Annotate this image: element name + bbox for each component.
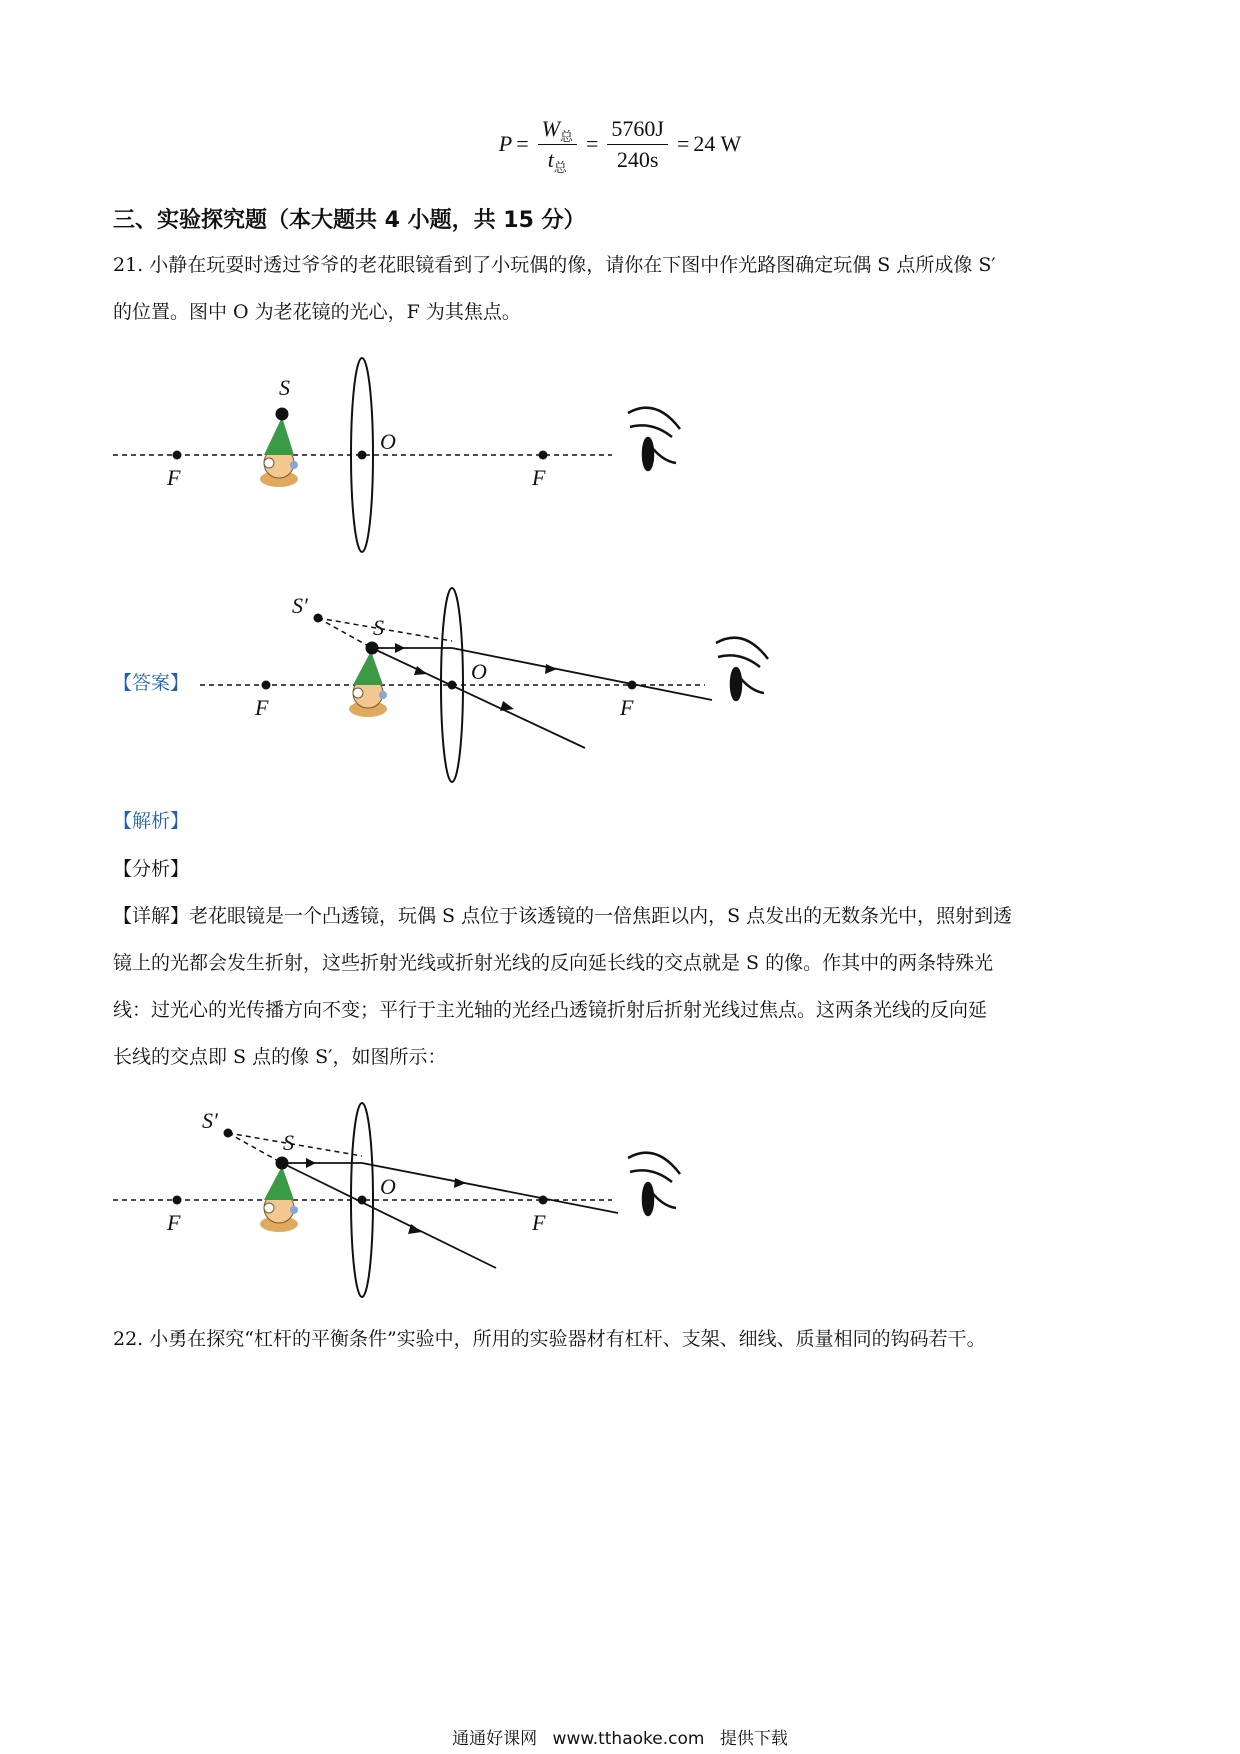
q21-line1: 21. 小静在玩耍时透过爷爷的老花眼镜看到了小玩偶的像，请你在下图中作光路图确定玩偶 S 点所成像 S′ xyxy=(113,254,996,276)
fraction-work-time: $\frac{W_总}{t_总}$ xyxy=(538,116,577,173)
label-s: S xyxy=(373,615,384,640)
eye-icon xyxy=(628,408,680,470)
fenxi-tag: 【分析】 xyxy=(113,858,190,880)
point-s-prime xyxy=(314,614,323,623)
optical-center xyxy=(358,451,367,460)
q21-text xyxy=(113,242,1133,336)
fraction-values: $\frac{5760J}{240s}$ xyxy=(607,116,668,173)
back-extension-ray-2 xyxy=(228,1133,362,1156)
label-f-left: F xyxy=(167,1210,181,1235)
footer-url[interactable]: www.tthaoke.com xyxy=(552,1729,705,1749)
footer-suffix: 提供下载 xyxy=(719,1729,788,1749)
power-formula: P = $\frac{W_总}{t_总}$ = $\frac{5760J}{240s}$ = 24 W xyxy=(498,115,742,175)
arrow-3 xyxy=(414,666,427,675)
toy-doll xyxy=(260,417,298,487)
arrow-4 xyxy=(500,701,514,711)
refracted-ray xyxy=(452,648,712,700)
formula-p: P xyxy=(498,131,513,156)
section-heading: 三、实验探究题（本大题共 4 小题，共 15 分） xyxy=(113,208,586,233)
optical-center xyxy=(448,681,457,690)
label-f-right: F xyxy=(532,465,546,490)
arrow-1 xyxy=(306,1158,316,1168)
eye-icon xyxy=(716,638,768,700)
point-s-prime xyxy=(224,1129,233,1138)
point-s xyxy=(366,642,379,655)
answer-tag: 【答案】 xyxy=(113,672,190,694)
detail-line3: 线：过光心的光传播方向不变；平行于主光轴的光经凸透镜折射后折射光线过焦点。这两条光线的反向延 xyxy=(113,999,988,1021)
analysis-tag: 【解析】 xyxy=(113,810,190,832)
label-o: O xyxy=(380,1174,396,1199)
focus-point-right xyxy=(628,681,637,690)
footer xyxy=(0,1724,1240,1749)
detail-line4: 长线的交点即 S 点的像 S′，如图所示： xyxy=(113,1046,447,1068)
eye-icon xyxy=(628,1153,680,1215)
point-s xyxy=(276,1157,289,1170)
lens-diagram-explanation xyxy=(0,1090,1240,1305)
focus-point-left xyxy=(173,451,182,460)
q21-line2: 的位置。图中 O 为老花镜的光心，F 为其焦点。 xyxy=(113,301,521,323)
arrow-1 xyxy=(395,643,405,653)
focus-point-left xyxy=(173,1196,182,1205)
point-s xyxy=(276,408,289,421)
arrow-2 xyxy=(454,1178,466,1188)
label-f-right: F xyxy=(532,1210,546,1235)
label-o: O xyxy=(471,659,487,684)
label-s: S xyxy=(283,1130,294,1155)
detail-paragraph xyxy=(113,893,1133,1081)
label-f-left: F xyxy=(167,465,181,490)
back-extension-ray-2 xyxy=(318,618,452,641)
label-s-prime: S′ xyxy=(292,593,308,618)
footer-site-name: 通通好课网 xyxy=(452,1729,538,1749)
refracted-ray xyxy=(362,1163,618,1213)
arrow-2 xyxy=(545,664,557,674)
focus-point-left xyxy=(262,681,271,690)
toy-doll xyxy=(349,651,387,717)
focus-point-right xyxy=(539,1196,548,1205)
label-o: O xyxy=(380,429,396,454)
label-f-left: F xyxy=(255,695,269,720)
label-s-prime: S′ xyxy=(202,1108,218,1133)
optical-center xyxy=(358,1196,367,1205)
q22-text: 22. 小勇在探究“杠杆的平衡条件”实验中，所用的实验器材有杠杆、支架、细线、质量相同的钩码若干。 xyxy=(113,1328,986,1350)
lens-diagram-problem xyxy=(0,345,1240,560)
label-s: S xyxy=(279,375,290,400)
toy-doll xyxy=(260,1166,298,1232)
label-f-right: F xyxy=(620,695,634,720)
detail-line1: 【详解】老花眼镜是一个凸透镜，玩偶 S 点位于该透镜的一倍焦距以内，S 点发出的无数条光中，照射到透 xyxy=(113,905,1013,927)
focus-point-right xyxy=(539,451,548,460)
detail-line2: 镜上的光都会发生折射，这些折射光线或折射光线的反向延长线的交点就是 S 的像。作其中的两条特殊光 xyxy=(113,952,994,974)
formula-result: 24 W xyxy=(693,131,742,156)
